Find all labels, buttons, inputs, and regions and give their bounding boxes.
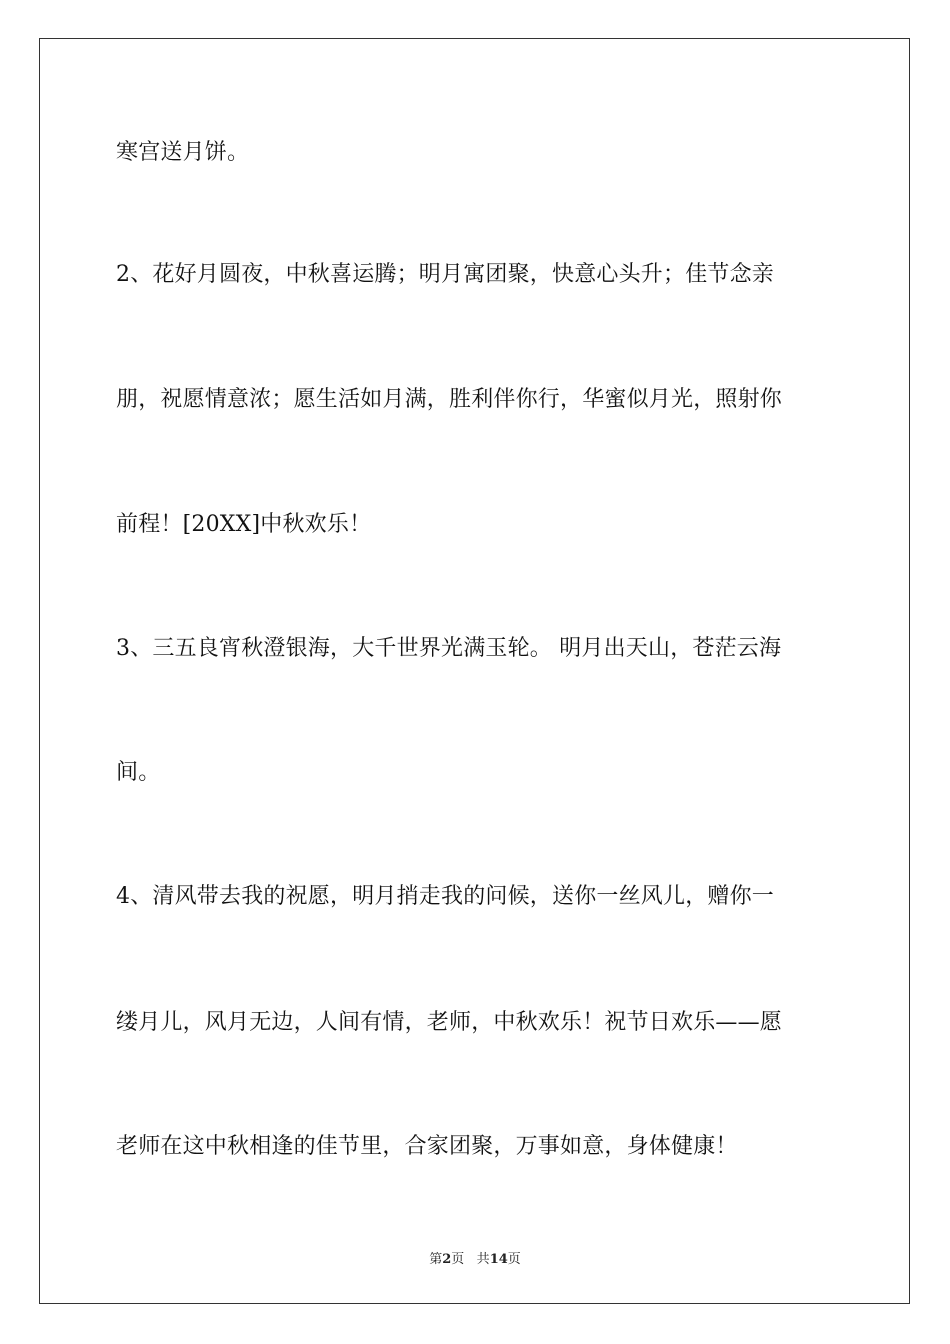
text-line-4: 前程！[20XX]中秋欢乐！ — [116, 512, 372, 537]
text-line-9: 老师在这中秋相逢的佳节里，合家团聚，万事如意，身体健康！ — [116, 1134, 738, 1159]
footer-page-suffix: 页 — [451, 1252, 465, 1267]
text-line-6: 间。 — [116, 760, 161, 785]
text-line-1: 寒宫送月饼。 — [116, 140, 250, 165]
text-line-3: 朋，祝愿情意浓；愿生活如月满，胜利伴你行，华蜜似月光，照射你 — [116, 387, 783, 412]
footer-total-suffix: 页 — [507, 1252, 521, 1267]
text-line-7: 4、清风带去我的祝愿，明月捎走我的问候，送你一丝风儿，赠你一 — [116, 884, 774, 909]
footer-page-number: 2 — [442, 1252, 452, 1267]
page-footer — [0, 1248, 950, 1267]
text-line-5: 3、三五良宵秋澄银海，大千世界光满玉轮。 明月出天山，苍茫云海 — [116, 636, 782, 661]
text-line-8: 缕月儿，风月无边，人间有情，老师，中秋欢乐！祝节日欢乐——愿 — [116, 1010, 783, 1035]
footer-total-pages: 14 — [489, 1252, 508, 1267]
page-border — [39, 38, 910, 1304]
footer-total-prefix: 共 — [476, 1252, 490, 1267]
footer-page-prefix: 第 — [429, 1252, 443, 1267]
text-line-2: 2、花好月圆夜，中秋喜运腾；明月寓团聚，快意心头升；佳节念亲 — [116, 262, 774, 287]
